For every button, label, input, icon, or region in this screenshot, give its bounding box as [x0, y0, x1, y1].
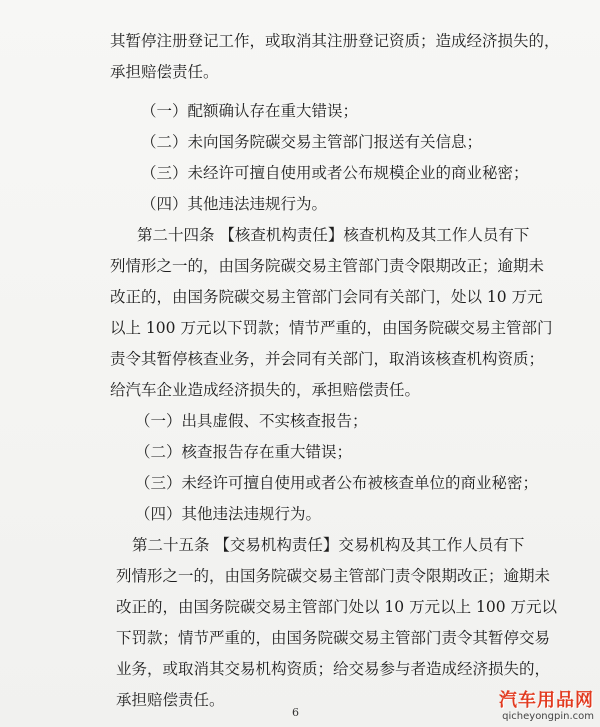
document-body	[0, 26, 600, 716]
page-number: 6	[292, 706, 299, 719]
text-line: 业务，或取消其交易机构资质；给交易参与者造成经济损失的，	[116, 660, 551, 678]
text-line: 承担赔偿责任。	[110, 63, 219, 81]
text-line: 列情形之一的，由国务院碳交易主管部门责令限期改正；逾期未	[116, 567, 551, 585]
text-line: （三）未经许可擅自使用或者公布规模企业的商业秘密；	[141, 164, 529, 182]
site-watermark	[484, 691, 594, 723]
text-line: （一）出具虚假、不实核查报告；	[135, 412, 368, 430]
text-line: （一）配额确认存在重大错误；	[141, 102, 359, 120]
text-line: （四）其他违法违规行为。	[141, 195, 328, 213]
text-line: 其暂停注册登记工作，或取消其注册登记资质；造成经济损失的，	[110, 32, 560, 50]
watermark-logo: 汽车用品网	[499, 690, 594, 711]
text-line: 责令其暂停核查业务，并会同有关部门，取消该核查机构资质；	[110, 350, 545, 368]
watermark-url: qicheyongpin.com	[502, 711, 594, 722]
text-line: （三）未经许可擅自使用或者公布被核查单位的商业秘密；	[135, 474, 539, 492]
article-25-heading-line: 第二十五条 【交易机构责任】交易机构及其工作人员有下	[132, 536, 525, 554]
text-line: 承担赔偿责任。	[116, 691, 225, 709]
text-line: 列情形之一的，由国务院碳交易主管部门责令限期改正；逾期未	[110, 257, 545, 275]
text-line: （四）其他违法违规行为。	[135, 505, 322, 523]
text-line: 改正的，由国务院碳交易主管部门处以 10 万元以上 100 万元以	[116, 598, 558, 616]
text-line: 改正的，由国务院碳交易主管部门会同有关部门，处以 10 万元	[110, 288, 543, 306]
text-line: （二）未向国务院碳交易主管部门报送有关信息；	[141, 133, 483, 151]
text-line: （二）核查报告存在重大错误；	[135, 443, 353, 461]
text-line: 下罚款；情节严重的，由国务院碳交易主管部门责令其暂停交易	[116, 629, 551, 647]
text-line: 以上 100 万元以下罚款；情节严重的，由国务院碳交易主管部门	[110, 319, 553, 337]
article-24-heading-line: 第二十四条 【核查机构责任】核查机构及其工作人员有下	[137, 226, 530, 244]
text-line: 给汽车企业造成经济损失的，承担赔偿责任。	[110, 381, 421, 399]
